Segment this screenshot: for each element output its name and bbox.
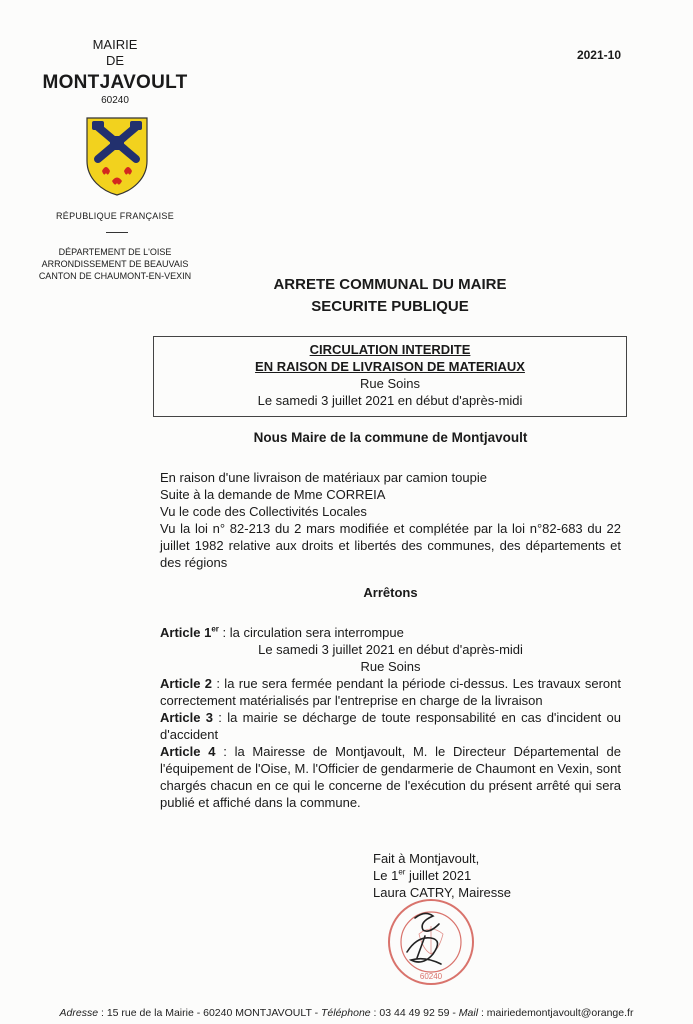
admin-line: DÉPARTEMENT DE L'OISE	[58, 247, 172, 257]
articles	[160, 624, 621, 811]
administrative-block	[20, 246, 210, 282]
intro-heading: Nous Maire de la commune de Montjavoult	[253, 430, 528, 445]
footer-mail-label: Mail	[458, 1007, 479, 1019]
footer-address-label: Adresse	[59, 1007, 99, 1019]
consideration-item: En raison d'une livraison de matériaux par camion toupie	[160, 470, 487, 485]
consideration-item: Vu la loi n° 82-213 du 2 mars modifiée et complétée par la loi n°82-683 du 22 juillet 1982 relative aux droits et libertés des communes, des départements et des régions	[160, 521, 621, 570]
notice-box	[153, 336, 627, 417]
document-title	[190, 274, 590, 318]
notice-line1: CIRCULATION INTERDITE	[309, 342, 471, 357]
republique-francaise: RÉPUBLIQUE FRANÇAISE	[55, 211, 175, 221]
article-4	[160, 743, 621, 811]
consideration-item: Vu le code des Collectivités Locales	[160, 504, 367, 519]
stamp-postcode: 60240	[419, 972, 443, 981]
arretons-heading: Arrêtons	[363, 585, 418, 600]
signature-place: Fait à Montjavoult,	[373, 851, 480, 866]
article-2-label: Article 2	[160, 676, 213, 691]
signatory-name: Laura CATRY, Mairesse	[373, 885, 512, 900]
footer-phone-label: Téléphone	[321, 1007, 371, 1019]
footer-phone: : 03 44 49 92 59 -	[370, 1007, 459, 1019]
coat-of-arms-icon	[84, 115, 150, 197]
article-1-label: Article 1er	[160, 624, 219, 640]
article-4-label: Article 4	[160, 744, 216, 759]
document-reference: 2021-10	[576, 48, 621, 62]
consideration-item: Suite à la demande de Mme CORREIA	[160, 487, 386, 502]
admin-line: ARRONDISSEMENT DE BEAUVAIS	[41, 259, 189, 269]
header-divider	[106, 232, 128, 233]
signature-block	[373, 850, 511, 901]
postal-code: 60240	[101, 95, 129, 106]
notice-line4: Le samedi 3 juillet 2021 en début d'après-midi	[257, 393, 523, 408]
handwritten-signature	[407, 913, 441, 964]
article-1-street: Rue Soins	[360, 659, 421, 674]
title-line2: SECURITE PUBLIQUE	[311, 298, 469, 315]
article-1-date: Le samedi 3 juillet 2021 en début d'après-midi	[258, 642, 523, 657]
commune-name: MONTJAVOULT	[42, 72, 188, 93]
article-1-text: : la circulation sera interrompue	[218, 625, 404, 640]
article-2-text: : la rue sera fermée pendant la période ci-dessus. Les travaux seront correctement matérialisés par l'entreprise en charge de la livraison	[160, 676, 621, 708]
article-4-text: : la Mairesse de Montjavoult, M. le Directeur Départemental de l'équipement de l'Oise, M. l'Officier de gendarmerie de Chaumont en Vexin, sont chargés chacun en ce qui le concerne de l'exécution du présent arrêté qui sera publié et affiché dans la commune.	[160, 744, 621, 810]
article-3-label: Article 3	[160, 710, 213, 725]
title-line1: ARRETE COMMUNAL DU MAIRE	[273, 276, 507, 293]
admin-line: CANTON DE CHAUMONT-EN-VEXIN	[38, 271, 192, 281]
article-3	[160, 709, 621, 743]
mairie-line2: DE	[105, 53, 125, 68]
article-1	[160, 624, 621, 641]
footer-contact	[0, 1007, 693, 1019]
notice-line3: Rue Soins	[360, 376, 420, 391]
notice-line2: EN RAISON DE LIVRAISON DE MATERIAUX	[255, 359, 525, 374]
official-stamp-icon	[385, 896, 477, 988]
article-2	[160, 675, 621, 709]
considerations	[160, 469, 621, 571]
article-3-text: : la mairie se décharge de toute responsabilité en cas d'incident ou d'accident	[160, 710, 621, 742]
footer-mail: : mairiedemontjavoult@orange.fr	[478, 1007, 634, 1019]
mairie-heading	[40, 37, 190, 69]
signature-date: Le 1er juillet 2021	[373, 867, 472, 883]
mairie-line1: MAIRIE	[92, 37, 138, 52]
footer-address: : 15 rue de la Mairie - 60240 MONTJAVOULT -	[98, 1007, 321, 1019]
